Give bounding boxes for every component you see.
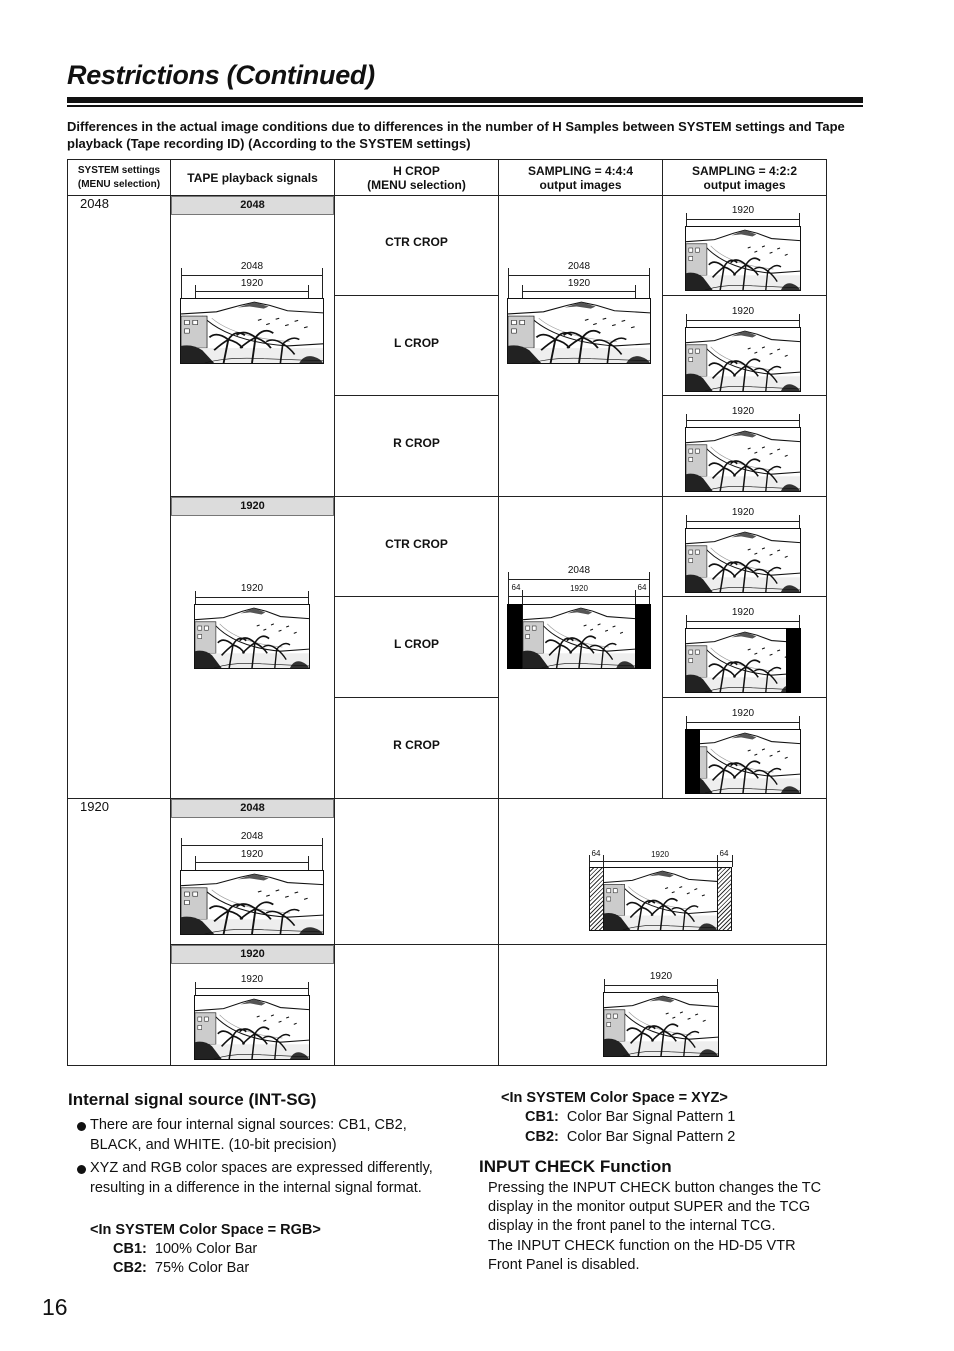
rgb-cb1 — [113, 1241, 257, 1257]
input-check-line: display in the monitor output SUPER and the TCG — [488, 1199, 811, 1215]
dim-line — [686, 420, 800, 421]
system-col-1920 — [67, 798, 171, 1066]
list-item — [90, 1116, 450, 1155]
crop-label: R CROP — [393, 436, 440, 450]
system-value-1920: 1920 — [80, 799, 109, 814]
dim-label: 1920 — [240, 849, 264, 860]
dim-tick — [799, 213, 800, 226]
tape-bar: 2048 — [171, 196, 334, 215]
dim-label: 1920 — [731, 205, 755, 216]
list-item — [90, 1159, 450, 1198]
dim-tick — [308, 591, 309, 604]
dim-tick — [686, 314, 687, 327]
dim-tick — [589, 855, 590, 867]
dim-line — [181, 845, 323, 846]
dim-tick — [799, 716, 800, 729]
hatched-bar — [589, 867, 604, 931]
beach-image — [507, 298, 651, 364]
input-check-line: Front Panel is disabled. — [488, 1257, 640, 1273]
xyz-cb2 — [525, 1129, 735, 1145]
dim-tick — [195, 856, 196, 870]
crop-cell-empty — [334, 944, 499, 1066]
dim-line — [686, 320, 800, 321]
dim-tick — [195, 982, 196, 995]
dim-tick — [686, 716, 687, 729]
dim-tick — [799, 615, 800, 628]
dim-tick — [522, 285, 523, 298]
crop-label: R CROP — [393, 738, 440, 752]
dim-label: 1920 — [567, 278, 591, 289]
dim-tick — [195, 285, 196, 298]
xyz-cb1-value: Color Bar Signal Pattern 1 — [566, 1109, 736, 1125]
dim-line — [181, 275, 323, 276]
beach-image — [685, 226, 801, 291]
dim-tick — [308, 982, 309, 995]
tape-bar: 1920 — [171, 945, 334, 964]
xyz-cb2-value: Color Bar Signal Pattern 2 — [566, 1129, 736, 1145]
dim-line — [589, 861, 733, 862]
dim-tick — [649, 572, 650, 604]
title-rule — [67, 97, 863, 103]
dim-label: 1920 — [649, 971, 673, 982]
header-hcrop — [334, 160, 499, 195]
header-system — [67, 160, 171, 195]
dim-tick — [635, 285, 636, 298]
dim-tick — [717, 855, 718, 867]
beach-image — [194, 604, 310, 669]
dim-tick — [308, 285, 309, 298]
dim-line — [508, 579, 650, 580]
beach-image — [194, 995, 310, 1060]
dim-line — [686, 521, 800, 522]
beach-image — [685, 528, 801, 593]
dim-line — [195, 862, 309, 863]
rgb-cb2-value: 75% Color Bar — [154, 1260, 250, 1276]
dim-tick — [799, 515, 800, 528]
header-hcrop-sub: (MENU selection) — [367, 177, 466, 192]
title-rule-thin — [67, 105, 863, 107]
beach-image — [603, 867, 718, 931]
system-value-2048: 2048 — [80, 196, 109, 211]
dim-line — [522, 291, 636, 292]
crop-label: CTR CROP — [385, 537, 448, 551]
page-number: 16 — [42, 1294, 68, 1320]
beach-image — [603, 992, 719, 1057]
dim-tick — [686, 615, 687, 628]
crop-label: CTR CROP — [385, 235, 448, 249]
dim-tick — [522, 590, 523, 604]
bullet-icon — [77, 1122, 86, 1131]
beach-image — [685, 729, 801, 794]
xyz-cb1-key: CB1: — [525, 1109, 559, 1125]
dim-tick — [799, 414, 800, 427]
dim-label: 64 — [511, 583, 521, 592]
crop-label: L CROP — [393, 336, 440, 350]
rgb-cb2-key: CB2: — [113, 1260, 147, 1276]
dim-tick — [799, 314, 800, 327]
rgb-cb2 — [113, 1260, 249, 1276]
dim-line — [508, 596, 650, 597]
dim-line — [195, 291, 309, 292]
header-422-label: SAMPLING = 4:2:2 — [691, 163, 798, 178]
dim-tick — [604, 979, 605, 992]
dim-tick — [308, 856, 309, 870]
dim-line — [604, 985, 718, 986]
dim-label: 1920 — [731, 607, 755, 618]
dim-tick — [603, 855, 604, 867]
header-444-sub: output images — [539, 177, 622, 192]
dim-label: 64 — [719, 849, 729, 858]
black-bar — [685, 729, 700, 794]
header-hcrop-label: H CROP — [393, 163, 440, 178]
hatched-bar — [717, 867, 732, 931]
crop-label: L CROP — [393, 637, 440, 651]
black-bar — [635, 604, 651, 669]
input-check-line: Pressing the INPUT CHECK button changes the TC — [488, 1180, 822, 1196]
tape-bar: 1920 — [171, 497, 334, 516]
dim-tick — [686, 213, 687, 226]
dim-label: 1920 — [240, 974, 264, 985]
intro-text: Differences in the actual image conditions due to differences in the number of H Samples between SYSTEM settings and Tape playback (Tape recording ID) (According to the SYSTEM settings) — [67, 119, 845, 151]
tape-bar: 2048 — [171, 799, 334, 818]
bullet-icon — [77, 1165, 86, 1174]
dim-tick — [686, 414, 687, 427]
input-check-heading: INPUT CHECK Function — [479, 1157, 672, 1176]
dim-tick — [195, 591, 196, 604]
header-422-sub: output images — [703, 177, 786, 192]
rgb-cb1-key: CB1: — [113, 1241, 147, 1257]
header-422 — [662, 160, 827, 195]
xyz-cb1 — [525, 1109, 735, 1125]
bullet-text: There are four internal signal sources: CB1, CB2, BLACK, and WHITE. (10-bit precision) — [90, 1117, 407, 1153]
page-title: Restrictions (Continued) — [67, 60, 375, 90]
input-check-line: display in the front panel to the internal TCG. — [488, 1218, 776, 1234]
dim-tick — [717, 979, 718, 992]
beach-image — [685, 427, 801, 492]
dim-label: 1920 — [240, 278, 264, 289]
header-444 — [498, 160, 663, 195]
system-col-2048 — [67, 195, 171, 799]
dim-tick — [686, 515, 687, 528]
beach-image — [522, 604, 636, 669]
input-check-line: The INPUT CHECK function on the HD-D5 VTR — [488, 1238, 796, 1254]
dim-tick — [635, 590, 636, 604]
bullet-text: XYZ and RGB color spaces are expressed differently, resulting in a difference in the internal signal format. — [90, 1160, 433, 1196]
xyz-cb2-key: CB2: — [525, 1129, 559, 1145]
int-sg-heading: Internal signal source (INT-SG) — [68, 1090, 317, 1109]
dim-label: 2048 — [567, 565, 591, 576]
dim-tick — [732, 855, 733, 867]
dim-line — [195, 597, 309, 598]
dim-line — [686, 621, 800, 622]
xyz-subheading: <In SYSTEM Color Space = XYZ> — [501, 1090, 728, 1106]
dim-label: 1920 — [731, 708, 755, 719]
dim-label: 2048 — [240, 261, 264, 272]
crop-cell-empty — [334, 798, 499, 945]
rgb-subheading: <In SYSTEM Color Space = RGB> — [90, 1222, 321, 1238]
dim-label: 1920 — [731, 507, 755, 518]
beach-image — [685, 628, 801, 693]
beach-image — [180, 870, 324, 935]
dim-line — [195, 988, 309, 989]
dim-label: 2048 — [567, 261, 591, 272]
dim-label: 64 — [637, 583, 647, 592]
dim-line — [686, 219, 800, 220]
black-bar — [507, 604, 523, 669]
dim-label: 1920 — [651, 850, 669, 859]
dim-line — [686, 722, 800, 723]
header-system-label: SYSTEM settings — [77, 164, 161, 176]
dim-label: 1920 — [731, 406, 755, 417]
dim-label: 2048 — [240, 831, 264, 842]
beach-image — [685, 327, 801, 392]
header-system-sub: (MENU selection) — [77, 178, 161, 190]
black-bar — [786, 628, 801, 693]
dim-label: 1920 — [570, 584, 588, 593]
rgb-cb1-value: 100% Color Bar — [154, 1241, 258, 1257]
header-444-label: SAMPLING = 4:4:4 — [527, 163, 634, 178]
dim-line — [508, 275, 650, 276]
beach-image — [180, 298, 324, 364]
dim-label: 1920 — [240, 583, 264, 594]
header-tape: TAPE playback signals — [187, 170, 318, 185]
dim-label: 1920 — [731, 306, 755, 317]
dim-label: 64 — [591, 849, 601, 858]
